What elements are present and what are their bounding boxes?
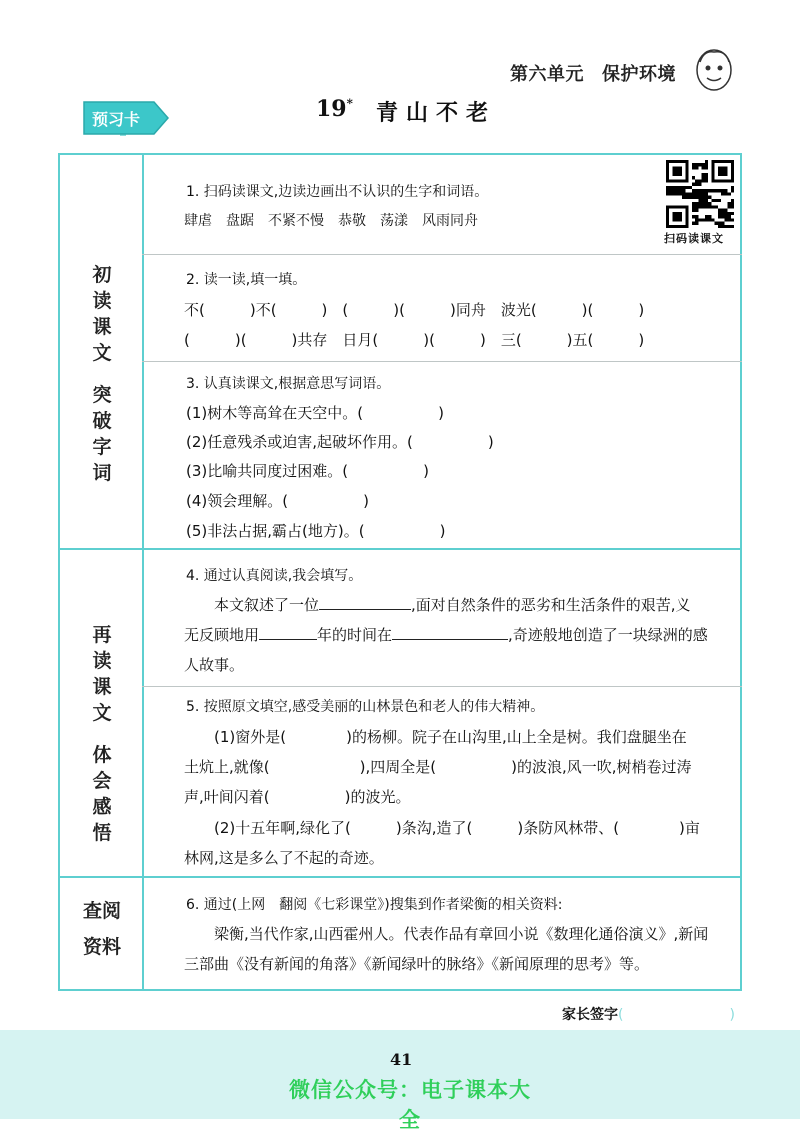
q4-line-2: 无反顾地用 年的时间在 ,奇迹般地创造了一块绿洲的感 xyxy=(184,626,708,644)
page-number: 41 xyxy=(390,1050,413,1069)
footer-watermark: 微信公众号：电子课本大全 xyxy=(289,1078,531,1132)
section-label-first-read: 初 读 课 文 突 破 字 词 xyxy=(92,264,112,484)
q5-line: 声,叶间闪着( )的波光。 xyxy=(184,788,411,806)
q3-item: (1)树木等高耸在天空中。( ) xyxy=(186,404,444,422)
q4-blank-person[interactable] xyxy=(319,595,411,610)
q5-prompt: 5. 按照原文填空,感受美丽的山林景色和老人的伟大精神。 xyxy=(186,699,545,715)
q2-line-1: 不( )不( ) ( )( )同舟 波光( )( ) xyxy=(184,301,645,319)
q1-words: 肆虐 盘踞 不紧不慢 恭敬 荡漾 风雨同舟 xyxy=(184,213,478,229)
q5-line: (2)十五年啊,绿化了( )条沟,造了( )条防风林带、( )亩 xyxy=(184,819,700,837)
q3-item: (5)非法占据,霸占(地方)。( ) xyxy=(186,522,446,540)
q3-item: (3)比喻共同度过困难。( ) xyxy=(186,462,429,480)
column-divider xyxy=(142,153,144,991)
q3-item: (4)领会理解。( ) xyxy=(186,492,369,510)
worksheet-frame xyxy=(58,153,742,991)
parent-signature: 家长签字( ) xyxy=(562,1007,735,1023)
q5-line: 林网,这是多么了不起的奇迹。 xyxy=(184,849,384,867)
section-divider xyxy=(58,548,742,550)
question-divider xyxy=(142,254,742,255)
unit-header xyxy=(510,60,676,86)
parent-signature-label: 家长签字 xyxy=(562,1007,618,1023)
qr-caption: 扫码读课文 xyxy=(664,232,724,245)
q3-prompt: 3. 认真读课文,根据意思写词语。 xyxy=(186,376,391,392)
q5-line: (1)窗外是( )的杨柳。院子在山沟里,山上全是树。我们盘腿坐在 xyxy=(184,728,687,746)
lesson-number: 19* xyxy=(316,96,353,122)
q4-blank-years[interactable] xyxy=(259,625,317,640)
q4-line-3: 人故事。 xyxy=(184,656,245,674)
q2-line-2: ( )( )共存 日月( )( ) 三( )五( ) xyxy=(184,331,645,349)
q6-prompt: 6. 通过(上网 翻阅《七彩课堂》)搜集到作者梁衡的相关资料: xyxy=(186,897,563,913)
lesson-title: 青山不老 xyxy=(376,101,497,126)
qr-code-icon[interactable] xyxy=(666,160,734,228)
section-divider xyxy=(58,876,742,878)
q1-prompt: 1. 扫码读课文,边读边画出不认识的生字和词语。 xyxy=(186,184,489,200)
unit-number: 第六单元 xyxy=(510,64,584,85)
q4-blank-place[interactable] xyxy=(392,625,508,640)
q6-line: 梁衡,当代作家,山西霍州人。代表作品有章回小说《数理化通俗演义》,新闻 xyxy=(184,925,709,943)
badge-label: 预习卡 xyxy=(92,110,141,129)
q6-line: 三部曲《没有新闻的角落》《新闻绿叶的脉络》《新闻原理的思考》等。 xyxy=(184,955,650,973)
q2-prompt: 2. 读一读,填一填。 xyxy=(186,272,307,288)
question-divider xyxy=(142,361,742,362)
q3-item: (2)任意残杀或迫害,起破坏作用。( ) xyxy=(186,433,494,451)
section-label-research: 查阅 资料 xyxy=(82,900,122,958)
q4-prompt: 4. 通过认真阅读,我会填写。 xyxy=(186,568,363,584)
unit-theme: 保护环境 xyxy=(602,64,676,85)
section-label-reread: 再 读 课 文 体 会 感 悟 xyxy=(92,624,112,844)
question-divider xyxy=(142,686,742,687)
q4-line-1: 本文叙述了一位 ,面对自然条件的恶劣和生活条件的艰苦,义 xyxy=(184,596,691,614)
mascot-icon xyxy=(692,44,736,94)
q5-line: 土炕上,就像( ),四周全是( )的波浪,风一吹,树梢卷过涛 xyxy=(184,758,692,776)
